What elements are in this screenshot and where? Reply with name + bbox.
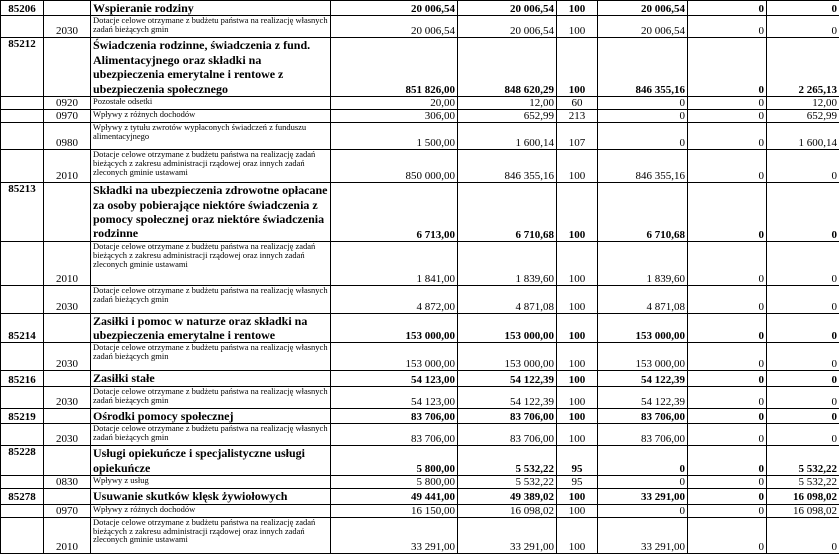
paragraph-code-cell: 2010 [44, 150, 91, 183]
other-amount-cell: 0 [688, 476, 767, 489]
section-code-cell [1, 424, 44, 446]
section-code-cell [1, 386, 44, 408]
own-amount-cell: 0 [767, 517, 839, 553]
section-row [1, 371, 839, 386]
own-amount-cell: 1 600,14 [767, 123, 839, 150]
description-cell: Dotacje celowe otrzymane z budżetu państwa na realizację zadań bieżących z zakresu administracji rządowej oraz innych zadań zleconych gminie ustawami [91, 150, 331, 183]
own-amount-cell: 5 532,22 [767, 476, 839, 489]
other-amount-cell: 0 [688, 38, 767, 97]
paragraph-code-cell: 2030 [44, 343, 91, 371]
percent-cell: 95 [557, 476, 598, 489]
paragraph-code-cell [44, 183, 91, 242]
own-amount-cell: 0 [767, 313, 839, 343]
description-cell: Składki na ubezpieczenia zdrowotne opłacane za osoby pobierające niektóre świadczenia z pomocy społecznej oraz niektóre świadczenia rodzinne [91, 183, 331, 242]
description-cell: Usługi opiekuńcze i specjalistyczne usługi opiekuńcze [91, 446, 331, 476]
percent-cell: 60 [557, 96, 598, 109]
own-amount-cell: 0 [767, 150, 839, 183]
plan-amount-cell: 850 000,00 [331, 150, 458, 183]
own-amount-cell: 0 [767, 371, 839, 386]
percent-cell: 100 [557, 489, 598, 504]
table-row [1, 123, 839, 150]
section-code-cell [1, 517, 44, 553]
execution-amount-cell: 5 532,22 [458, 446, 557, 476]
section-code-cell [1, 241, 44, 285]
commissioned-amount-cell: 83 706,00 [598, 424, 688, 446]
commissioned-amount-cell: 0 [598, 476, 688, 489]
percent-cell: 100 [557, 1, 598, 16]
execution-amount-cell: 12,00 [458, 96, 557, 109]
description-cell: Dotacje celowe otrzymane z budżetu państwa na realizację zadań bieżących z zakresu administracji rządowej oraz innych zadań zleconych gminie ustawami [91, 517, 331, 553]
plan-amount-cell: 20,00 [331, 96, 458, 109]
own-amount-cell: 0 [767, 183, 839, 242]
other-amount-cell: 0 [688, 371, 767, 386]
description-cell: Pozostałe odsetki [91, 96, 331, 109]
plan-amount-cell: 33 291,00 [331, 517, 458, 553]
other-amount-cell: 0 [688, 386, 767, 408]
paragraph-code-cell [44, 489, 91, 504]
paragraph-code-cell [44, 408, 91, 423]
description-cell: Zasiłki stałe [91, 371, 331, 386]
commissioned-amount-cell: 54 122,39 [598, 386, 688, 408]
table-row [1, 241, 839, 285]
commissioned-amount-cell: 846 355,16 [598, 38, 688, 97]
commissioned-amount-cell: 0 [598, 110, 688, 123]
own-amount-cell: 0 [767, 424, 839, 446]
commissioned-amount-cell: 54 122,39 [598, 371, 688, 386]
plan-amount-cell: 5 800,00 [331, 476, 458, 489]
execution-amount-cell: 20 006,54 [458, 1, 557, 16]
description-cell: Dotacje celowe otrzymane z budżetu państwa na realizację własnych zadań bieżących gmin [91, 16, 331, 38]
other-amount-cell: 0 [688, 408, 767, 423]
execution-amount-cell: 16 098,02 [458, 504, 557, 517]
description-cell: Dotacje celowe otrzymane z budżetu państwa na realizację zadań bieżących z zakresu administracji rządowej oraz innych zadań zleconych gminie ustawami [91, 241, 331, 285]
description-cell: Dotacje celowe otrzymane z budżetu państwa na realizację własnych zadań bieżących gmin [91, 285, 331, 313]
paragraph-code-cell: 0920 [44, 96, 91, 109]
section-code-cell [1, 16, 44, 38]
other-amount-cell: 0 [688, 285, 767, 313]
section-code-cell [1, 285, 44, 313]
execution-amount-cell: 4 871,08 [458, 285, 557, 313]
percent-cell: 100 [557, 517, 598, 553]
plan-amount-cell: 6 713,00 [331, 183, 458, 242]
paragraph-code-cell: 2010 [44, 241, 91, 285]
plan-amount-cell: 83 706,00 [331, 424, 458, 446]
paragraph-code-cell: 0970 [44, 504, 91, 517]
own-amount-cell: 0 [767, 285, 839, 313]
section-code-cell [1, 343, 44, 371]
own-amount-cell: 16 098,02 [767, 504, 839, 517]
commissioned-amount-cell: 33 291,00 [598, 517, 688, 553]
own-amount-cell: 0 [767, 241, 839, 285]
own-amount-cell: 652,99 [767, 110, 839, 123]
section-code-cell: 85206 [1, 1, 44, 16]
paragraph-code-cell: 0830 [44, 476, 91, 489]
own-amount-cell: 16 098,02 [767, 489, 839, 504]
own-amount-cell: 0 [767, 343, 839, 371]
other-amount-cell: 0 [688, 123, 767, 150]
description-cell: Wpływy z różnych dochodów [91, 110, 331, 123]
own-amount-cell: 12,00 [767, 96, 839, 109]
description-cell: Wpływy z różnych dochodów [91, 504, 331, 517]
plan-amount-cell: 851 826,00 [331, 38, 458, 97]
commissioned-amount-cell: 0 [598, 504, 688, 517]
execution-amount-cell: 1 600,14 [458, 123, 557, 150]
execution-amount-cell: 846 355,16 [458, 150, 557, 183]
plan-amount-cell: 1 841,00 [331, 241, 458, 285]
other-amount-cell: 0 [688, 183, 767, 242]
table-row [1, 517, 839, 553]
description-cell: Usuwanie skutków klęsk żywiołowych [91, 489, 331, 504]
plan-amount-cell: 16 150,00 [331, 504, 458, 517]
description-cell: Wpływy z usług [91, 476, 331, 489]
description-cell: Dotacje celowe otrzymane z budżetu państwa na realizację własnych zadań bieżących gmin [91, 386, 331, 408]
section-code-cell [1, 96, 44, 109]
paragraph-code-cell [44, 38, 91, 97]
percent-cell: 100 [557, 386, 598, 408]
percent-cell: 100 [557, 285, 598, 313]
paragraph-code-cell: 0970 [44, 110, 91, 123]
paragraph-code-cell: 2030 [44, 285, 91, 313]
table-row [1, 110, 839, 123]
execution-amount-cell: 54 122,39 [458, 386, 557, 408]
plan-amount-cell: 306,00 [331, 110, 458, 123]
paragraph-code-cell: 2010 [44, 517, 91, 553]
percent-cell: 100 [557, 241, 598, 285]
percent-cell: 100 [557, 38, 598, 97]
percent-cell: 100 [557, 343, 598, 371]
section-code-cell [1, 476, 44, 489]
plan-amount-cell: 5 800,00 [331, 446, 458, 476]
execution-amount-cell: 1 839,60 [458, 241, 557, 285]
section-row [1, 408, 839, 423]
percent-cell: 100 [557, 371, 598, 386]
section-code-cell [1, 110, 44, 123]
commissioned-amount-cell: 4 871,08 [598, 285, 688, 313]
other-amount-cell: 0 [688, 517, 767, 553]
paragraph-code-cell [44, 1, 91, 16]
plan-amount-cell: 49 441,00 [331, 489, 458, 504]
other-amount-cell: 0 [688, 424, 767, 446]
plan-amount-cell: 4 872,00 [331, 285, 458, 313]
section-code-cell: 85216 [1, 371, 44, 386]
plan-amount-cell: 83 706,00 [331, 408, 458, 423]
other-amount-cell: 0 [688, 96, 767, 109]
section-code-cell: 85219 [1, 408, 44, 423]
other-amount-cell: 0 [688, 241, 767, 285]
own-amount-cell: 0 [767, 408, 839, 423]
percent-cell: 100 [557, 313, 598, 343]
section-row [1, 1, 839, 16]
percent-cell: 95 [557, 446, 598, 476]
section-row [1, 38, 839, 97]
table-row [1, 424, 839, 446]
section-code-cell [1, 504, 44, 517]
other-amount-cell: 0 [688, 489, 767, 504]
table-row [1, 504, 839, 517]
section-row [1, 183, 839, 242]
other-amount-cell: 0 [688, 313, 767, 343]
plan-amount-cell: 54 123,00 [331, 386, 458, 408]
section-row [1, 446, 839, 476]
other-amount-cell: 0 [688, 1, 767, 16]
commissioned-amount-cell: 83 706,00 [598, 408, 688, 423]
plan-amount-cell: 20 006,54 [331, 1, 458, 16]
section-code-cell [1, 123, 44, 150]
paragraph-code-cell: 0980 [44, 123, 91, 150]
percent-cell: 100 [557, 16, 598, 38]
paragraph-code-cell [44, 371, 91, 386]
execution-amount-cell: 652,99 [458, 110, 557, 123]
percent-cell: 107 [557, 123, 598, 150]
commissioned-amount-cell: 1 839,60 [598, 241, 688, 285]
table-row [1, 16, 839, 38]
execution-amount-cell: 49 389,02 [458, 489, 557, 504]
paragraph-code-cell: 2030 [44, 424, 91, 446]
execution-amount-cell: 848 620,29 [458, 38, 557, 97]
table-row [1, 386, 839, 408]
description-cell: Zasiłki i pomoc w naturze oraz składki na ubezpieczenia emerytalne i rentowe [91, 313, 331, 343]
commissioned-amount-cell: 6 710,68 [598, 183, 688, 242]
execution-amount-cell: 83 706,00 [458, 408, 557, 423]
plan-amount-cell: 54 123,00 [331, 371, 458, 386]
section-row [1, 313, 839, 343]
section-code-cell: 85228 [1, 446, 44, 476]
table-row [1, 343, 839, 371]
commissioned-amount-cell: 0 [598, 96, 688, 109]
description-cell: Świadczenia rodzinne, świadczenia z fund. Alimentacyjnego oraz składki na ubezpieczenia emerytalne i rentowe z ubezpieczenia społecznego [91, 38, 331, 97]
execution-amount-cell: 5 532,22 [458, 476, 557, 489]
percent-cell: 100 [557, 183, 598, 242]
percent-cell: 100 [557, 424, 598, 446]
other-amount-cell: 0 [688, 343, 767, 371]
plan-amount-cell: 20 006,54 [331, 16, 458, 38]
section-code-cell [1, 150, 44, 183]
section-code-cell: 85214 [1, 313, 44, 343]
table-body [1, 1, 839, 554]
own-amount-cell: 0 [767, 1, 839, 16]
other-amount-cell: 0 [688, 110, 767, 123]
description-cell: Dotacje celowe otrzymane z budżetu państwa na realizację własnych zadań bieżących gmin [91, 343, 331, 371]
description-cell: Wpływy z tytułu zwrotów wypłaconych świadczeń z funduszu alimentacyjnego [91, 123, 331, 150]
plan-amount-cell: 1 500,00 [331, 123, 458, 150]
other-amount-cell: 0 [688, 150, 767, 183]
execution-amount-cell: 20 006,54 [458, 16, 557, 38]
section-row [1, 489, 839, 504]
description-cell: Ośrodki pomocy społecznej [91, 408, 331, 423]
execution-amount-cell: 33 291,00 [458, 517, 557, 553]
percent-cell: 100 [557, 150, 598, 183]
paragraph-code-cell [44, 446, 91, 476]
own-amount-cell: 5 532,22 [767, 446, 839, 476]
commissioned-amount-cell: 20 006,54 [598, 16, 688, 38]
table-row [1, 96, 839, 109]
percent-cell: 100 [557, 408, 598, 423]
execution-amount-cell: 83 706,00 [458, 424, 557, 446]
commissioned-amount-cell: 0 [598, 123, 688, 150]
table-row [1, 285, 839, 313]
table-row [1, 150, 839, 183]
commissioned-amount-cell: 20 006,54 [598, 1, 688, 16]
commissioned-amount-cell: 153 000,00 [598, 313, 688, 343]
other-amount-cell: 0 [688, 16, 767, 38]
table-row [1, 476, 839, 489]
plan-amount-cell: 153 000,00 [331, 313, 458, 343]
section-code-cell: 85278 [1, 489, 44, 504]
commissioned-amount-cell: 846 355,16 [598, 150, 688, 183]
description-cell: Dotacje celowe otrzymane z budżetu państwa na realizację własnych zadań bieżących gmin [91, 424, 331, 446]
execution-amount-cell: 6 710,68 [458, 183, 557, 242]
other-amount-cell: 0 [688, 504, 767, 517]
other-amount-cell: 0 [688, 446, 767, 476]
execution-amount-cell: 54 122,39 [458, 371, 557, 386]
commissioned-amount-cell: 153 000,00 [598, 343, 688, 371]
commissioned-amount-cell: 33 291,00 [598, 489, 688, 504]
section-code-cell: 85213 [1, 183, 44, 242]
paragraph-code-cell: 2030 [44, 386, 91, 408]
commissioned-amount-cell: 0 [598, 446, 688, 476]
own-amount-cell: 0 [767, 16, 839, 38]
paragraph-code-cell: 2030 [44, 16, 91, 38]
own-amount-cell: 0 [767, 386, 839, 408]
percent-cell: 213 [557, 110, 598, 123]
description-cell: Wspieranie rodziny [91, 1, 331, 16]
execution-amount-cell: 153 000,00 [458, 313, 557, 343]
section-code-cell: 85212 [1, 38, 44, 97]
paragraph-code-cell [44, 313, 91, 343]
plan-amount-cell: 153 000,00 [331, 343, 458, 371]
execution-amount-cell: 153 000,00 [458, 343, 557, 371]
percent-cell: 100 [557, 504, 598, 517]
own-amount-cell: 2 265,13 [767, 38, 839, 97]
